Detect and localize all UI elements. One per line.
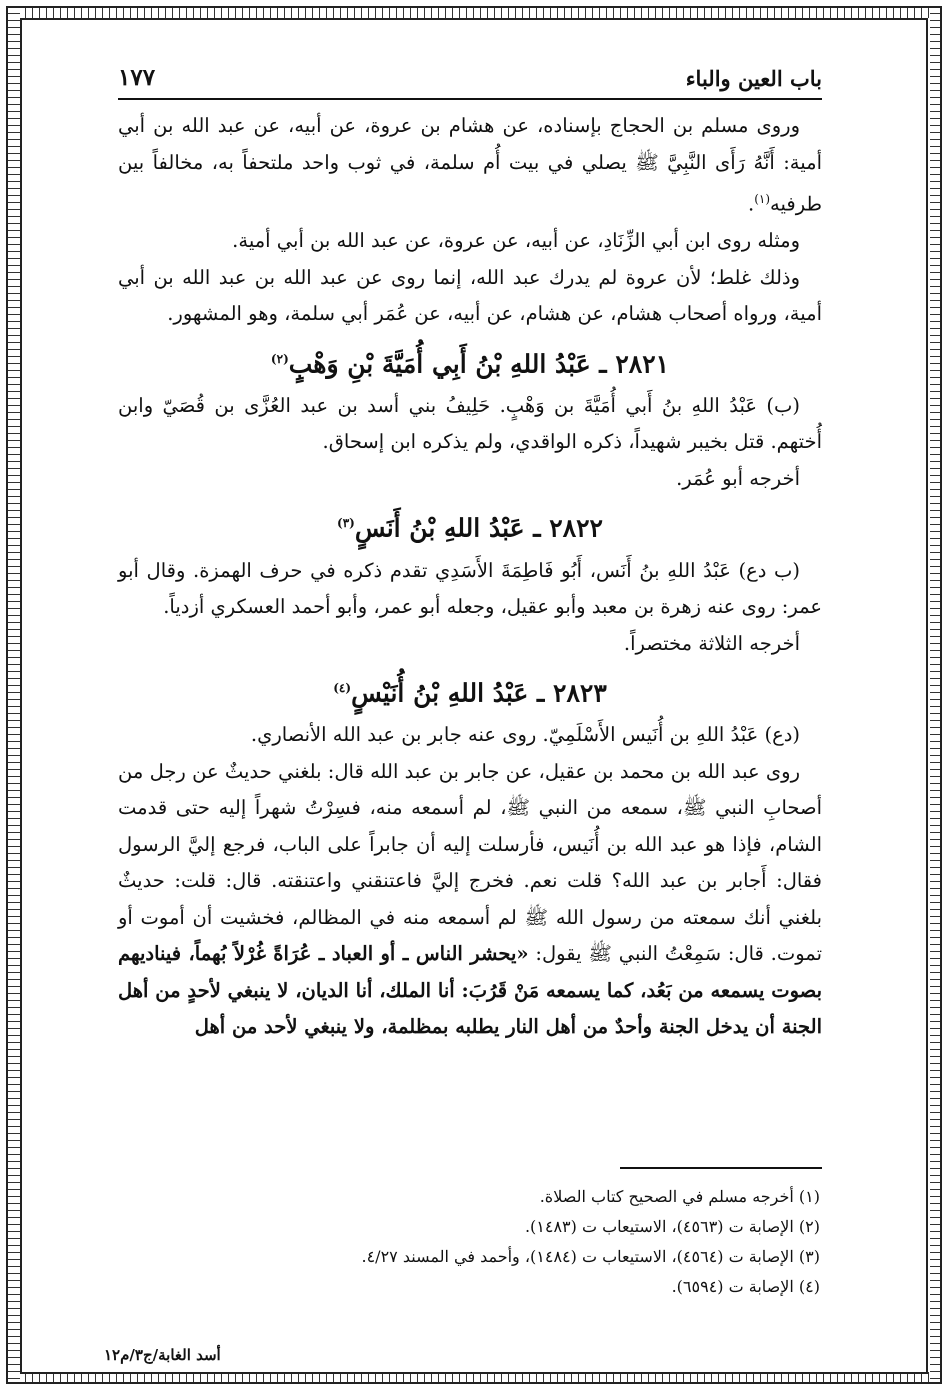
footnote-ref: (٢) (270, 351, 289, 366)
main-text (118, 108, 822, 1046)
entry-title-2821: ٢٨٢١ ـ عَبْدُ اللهِ بْنُ أَبِي أُمَيَّةَ بْنِ وَهْبٍ$^{(٢)}$ (270, 348, 670, 378)
paragraph-3: وذلك غلط؛ لأن عروة لم يدرك عبد الله، إنما روى عن عبد الله بن عبد الله بن أبي أمية، ورواه أصحاب هشام، عن هشام، عن أبيه، عن عُمَر أبي سلمة، وهو المشهور. (118, 265, 822, 325)
entry-title-2823: ٢٨٢٣ ـ عَبْدُ اللهِ بْنُ أُنَيْسٍ$^{(٤)}$ (333, 678, 607, 708)
footnote-2: (٢) الإصابة ت (٤٥٦٣)، الاستيعاب ت (١٤٨٣). (524, 1217, 820, 1236)
footnote-separator (620, 1167, 822, 1169)
chapter-title: باب العين والباء (685, 66, 822, 91)
entry-source-2822: أخرجه الثلاثة مختصراً. (623, 631, 800, 655)
running-header (118, 60, 822, 100)
entry-text-2823: (دع) عَبْدُ اللهِ بن أُنَيس الأَسْلَمِيّ. روى عنه جابر بن عبد الله الأنصاري. (250, 723, 800, 747)
footnote-ref: (٣) (337, 516, 355, 531)
entry-source-2821: أخرجه أبو عُمَر. (676, 466, 800, 490)
page-number: ١٧٧ (118, 64, 156, 91)
printer-signature-mark: أسد الغابة/ج٣/م١٢ (100, 1346, 225, 1364)
footnote-ref: (٤) (333, 681, 352, 696)
entry-title-2822: ٢٨٢٢ ـ عَبْدُ اللهِ بْنُ أَنَسٍ$^{(٣)}$ (337, 513, 603, 543)
footnote-1: (١) أخرجه مسلم في الصحيح كتاب الصلاة. (539, 1187, 820, 1206)
paragraph-1: وروى مسلم بن الحجاج بإسناده، عن هشام بن عروة، عن أبيه، عن عبد الله بن أبي أمية: أَنَّهُ رَأَى النَّبِيَّ ﷺ يصلي في بيت أُم سلمة، في ثوب واحد ملتحفاً به، مخالفاً بين طرفيه$^{(١)}$. (118, 114, 822, 216)
hadith-quote: «يحشر الناس ـ أو العباد ـ عُرَاةً غُرْلاً بُهماً، فيناديهم بصوت يسمعه من بَعُد، كما يسمعه مَنْ قَرُبَ: أنا الملك، أنا الديان، لا ينبغي لأحدٍ من أهل الجنة أن يدخل الجنة وأحدٌ من أهل النار يطلبه بمظلمة، ولا ينبغي لأحد من أهل (118, 942, 822, 1039)
entry-text-2821: (ب) عَبْدُ اللهِ بنُ أَبي أُمَيَّةَ بن وَهْبٍ. حَلِيفُ بني أسد بن عبد العُزَّى بن قُصَيّ وابن أُختهم. قتل بخيبر شهيداً، ذكره الواقدي، ولم يذكره ابن إسحاق. (118, 393, 822, 454)
footnote-3: (٣) الإصابة ت (٤٥٦٤)، الاستيعاب ت (١٤٨٤)، وأحمد في المسند ٤/٢٧. (361, 1247, 820, 1266)
entry-hadith-2823: روى عبد الله بن محمد بن عقيل، عن جابر بن عبد الله قال: بلغني حديثٌ عن رجل من أصحابِ النبي ﷺ، سمعه من النبي ﷺ، لم أسمعه منه، فسِرْتُ شهراً إليه حتى قدمت الشام، فإذا هو عبد الله بن أُنَيس، فأرسلت إليه أن جابراً على الباب، فرجع إليَّ الرسول فقال: أَجابر بن عبد الله؟ قلت نعم. فخرج إليَّ فاعتنقني واعتنقته. قال: قلت: حديثٌ بلغني أنك سمعته من رسول الله ﷺ لم أسمعه منه في المظالم، فخشيت أن أموت أو تموت. قال: سَمِعْتُ النبي ﷺ يقول: «يحشر الناس ـ أو العباد ـ عُرَاةً غُرْلاً بُهماً، فيناديهم بصوت يسمعه من بَعُد، كما يسمعه مَنْ قَرُبَ: أنا الملك، أنا الديان، لا ينبغي لأحدٍ من أهل الجنة أن يدخل الجنة وأحدٌ من أهل النار يطلبه بمظلمة، ولا ينبغي لأحد من أهل (118, 759, 822, 1039)
paragraph-2: ومثله روى ابن أبي الزِّنَادِ، عن أبيه، عن عروة، عن عبد الله بن أبي أمية. (232, 229, 800, 252)
footnotes (118, 1182, 822, 1302)
footnote-4: (٤) الإصابة ت (٦٥٩٤). (671, 1277, 820, 1296)
footnote-ref: (١) (754, 192, 771, 206)
entry-text-2822: (ب دع) عَبْدُ اللهِ بنُ أَنَس، أَبُو فَاطِمَةَ الأَسَدِي تقدم ذكره في حرف الهمزة. وقال أبو عمر: روى عنه زهرة بن معبد وأبو عقيل، وجعله أبو عمر، وأبو أحمد العسكري أزدياً. (118, 558, 822, 619)
